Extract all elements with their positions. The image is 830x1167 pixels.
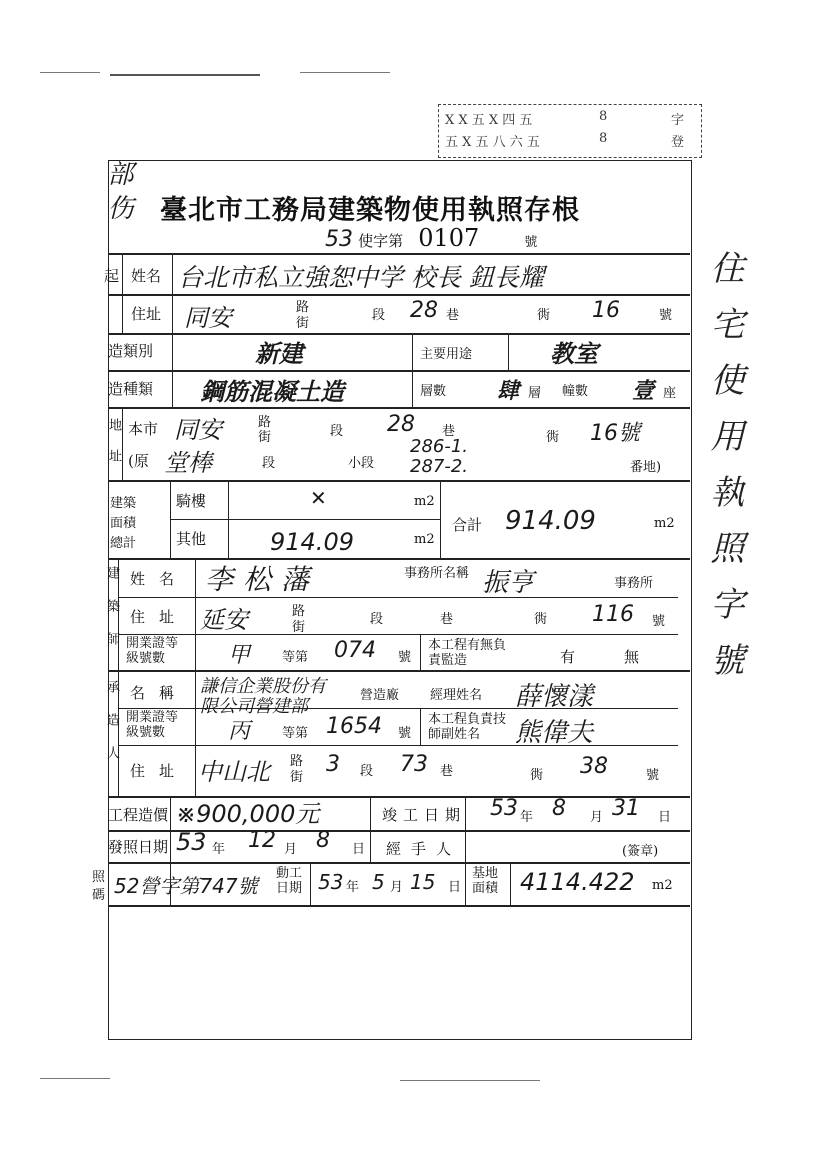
year-label: 年	[346, 880, 360, 895]
lot-label: 番地)	[630, 460, 662, 475]
number-label: 號	[398, 650, 412, 665]
owner-number: 16	[592, 298, 620, 323]
manager-name: 薛懷漾	[515, 682, 594, 712]
section-label: 段	[372, 308, 386, 323]
site-side-label: 地址	[106, 418, 121, 480]
builder-section: 3	[326, 752, 340, 777]
area-unit: m2	[654, 516, 675, 531]
original-label: (原	[128, 452, 149, 470]
main-use-label: 主要用途	[420, 347, 473, 362]
number-label: 號	[652, 614, 666, 629]
lane-label: 巷	[446, 308, 460, 323]
lot-number-2: 287-2.	[410, 456, 469, 477]
owner-lane: 28	[410, 298, 438, 323]
building-permit-number: 52營字第747號	[114, 874, 258, 898]
alley-label: 衖	[537, 308, 551, 323]
lane-label: 巷	[440, 612, 454, 627]
technician-label: 本工程負責技師副姓名	[428, 712, 507, 742]
architect-side-label: 建築師	[104, 566, 119, 665]
day-label: 日	[352, 842, 366, 857]
builder-lane: 73	[400, 752, 428, 777]
lane-label: 巷	[440, 764, 454, 779]
arcade-area: ✕	[310, 486, 327, 510]
alley-label: 衖	[530, 768, 544, 783]
manager-label: 經理姓名	[430, 688, 483, 703]
builder-suffix: 營造廠	[360, 688, 400, 703]
permit-number	[325, 224, 537, 252]
section-label: 段	[262, 456, 276, 471]
year-label: 年	[520, 810, 534, 825]
street-label: 街	[292, 620, 306, 635]
permit-label: 碼	[92, 888, 106, 903]
number-label: 號	[398, 726, 412, 741]
day-label: 日	[658, 810, 672, 825]
stamp-line-1: Ⅹ Ⅹ 五 Ⅹ 四 五	[445, 113, 533, 128]
total-area-label: 合計	[452, 516, 483, 534]
alley-label: 衖	[546, 430, 560, 445]
road-label: 路	[292, 604, 306, 619]
handler-label: 經手人	[386, 840, 462, 858]
scan-noise	[110, 74, 260, 76]
office-suffix: 事務所	[614, 576, 654, 591]
day-label: 日	[448, 880, 462, 895]
stamp-line-2: 五 Ⅹ 五 八 六 五	[445, 135, 540, 150]
permit-label: 照	[92, 870, 106, 885]
owner-name: 台北市私立強恕中学 校長 鈕長耀	[178, 263, 544, 292]
builder-side-label: 承造人	[104, 680, 119, 779]
start-date-label: 動工日期	[276, 866, 303, 896]
architect-number: 116	[592, 602, 634, 627]
arcade-label: 騎樓	[176, 492, 207, 510]
area-unit: m2	[652, 878, 673, 893]
architect-name: 李松藩	[205, 563, 320, 596]
builder-name-line-1: 謙信企業股份有	[200, 676, 326, 697]
builder-name-line-2: 限公司營建部	[200, 696, 308, 717]
total-area: 914.09	[505, 506, 596, 536]
construction-type-label: 造類別	[108, 342, 154, 360]
road-label: 路	[258, 415, 272, 430]
floors-label: 層數	[420, 384, 447, 399]
lot-number-1: 286-1.	[410, 436, 469, 457]
architect-address: 延安	[200, 606, 248, 634]
architect-name-label: 姓名	[130, 570, 189, 588]
owner-name-label: 姓名	[131, 267, 162, 285]
issue-date-label: 發照日期	[108, 838, 169, 856]
area-unit: m2	[414, 494, 435, 509]
scan-noise	[40, 1078, 110, 1079]
original-area: 堂棒	[164, 449, 212, 477]
start-month: 5	[372, 870, 385, 894]
section-label: 段	[360, 764, 374, 779]
area-side-label: 總計	[110, 536, 137, 551]
cost-label: 工程造價	[108, 806, 169, 824]
margin-note-left: 部 伤	[103, 160, 133, 221]
street-label: 街	[290, 770, 304, 785]
office-name-label: 事務所名稱	[404, 566, 470, 581]
builder-address-label: 住址	[130, 762, 189, 780]
architect-grade: 甲	[228, 643, 251, 668]
site-city: 本市	[128, 420, 159, 438]
lane-label: 巷	[442, 424, 456, 439]
section-label: 段	[330, 424, 344, 439]
number-value: 0107	[418, 224, 480, 252]
structure-type-label: 造種類	[108, 380, 154, 398]
stamp-mark: 字	[671, 113, 685, 128]
license-label: 開業證等級號數	[126, 636, 179, 666]
floors-unit: 層	[528, 386, 542, 401]
stamp-mark: 登	[671, 135, 685, 150]
alley-label: 衖	[534, 612, 548, 627]
completion-date-label: 竣工日期	[382, 806, 467, 824]
supervision-yes: 有	[560, 648, 576, 666]
construction-cost: ※900,000元	[176, 800, 320, 828]
number-label: 號	[646, 768, 660, 783]
stamp-mark: 8	[599, 109, 608, 124]
subsection-label: 小段	[348, 456, 375, 471]
registration-stamp	[438, 104, 702, 158]
issue-year: 53	[176, 828, 207, 856]
completion-year: 53	[490, 796, 518, 821]
completion-month: 8	[552, 796, 566, 821]
architect-address-label: 住址	[130, 608, 189, 626]
road-label: 路	[290, 754, 304, 769]
scan-noise	[300, 72, 390, 73]
buildings-label: 幢數	[562, 384, 589, 399]
form-title: 臺北市工務局建築物使用執照存根	[160, 195, 580, 226]
site-area: 4114.422	[520, 868, 635, 896]
builder-license-number: 1654	[326, 714, 382, 739]
month-label: 月	[590, 810, 604, 825]
month-label: 月	[284, 842, 298, 857]
builder-license-label: 開業證等級號數	[126, 710, 179, 740]
section-label: 段	[370, 612, 384, 627]
start-year: 53	[318, 870, 344, 894]
technician-name: 熊偉夫	[515, 718, 594, 748]
buildings: 壹	[632, 379, 655, 404]
structure-type: 鋼筋混凝土造	[200, 378, 344, 406]
month-label: 月	[390, 880, 404, 895]
owner-address-area: 同安	[184, 304, 232, 332]
number-suffix: 號	[524, 235, 538, 250]
builder-name-label: 名稱	[130, 684, 189, 702]
other-area: 914.09	[270, 528, 354, 556]
number-label: 號	[659, 308, 673, 323]
issue-month: 12	[248, 828, 276, 853]
supervision-label: 本工程有無負責監造	[428, 638, 507, 668]
builder-address: 中山北	[198, 758, 270, 786]
builder-grade: 丙	[228, 719, 251, 744]
road-label: 路	[296, 300, 310, 315]
number-prefix: 53	[325, 227, 353, 252]
other-area-label: 其他	[176, 530, 207, 548]
scan-noise	[40, 72, 100, 73]
grade-label: 等第	[282, 726, 309, 741]
floors: 肆	[497, 379, 520, 404]
site-number: 16號	[590, 421, 640, 446]
signature-label: (簽章)	[622, 844, 659, 859]
buildings-unit: 座	[663, 386, 677, 401]
area-side-label: 面積	[110, 516, 137, 531]
scan-noise	[400, 1080, 540, 1081]
area-unit: m2	[414, 532, 435, 547]
construction-type: 新建	[255, 340, 303, 368]
grade-label: 等第	[282, 650, 309, 665]
area-side-label: 建築	[110, 496, 137, 511]
completion-day: 31	[612, 796, 640, 821]
street-label: 街	[258, 430, 272, 445]
owner-side-label: 起	[104, 267, 120, 285]
main-use: 教室	[550, 340, 598, 368]
architect-office: 振亨	[482, 568, 535, 598]
site-area-label: 基地面積	[472, 866, 499, 896]
builder-number: 38	[580, 754, 608, 779]
architect-license-number: 074	[334, 638, 376, 663]
start-day: 15	[410, 870, 436, 894]
number-label: 使字第	[358, 232, 404, 250]
margin-note-right: 住宅使用執照字號	[704, 250, 744, 698]
site-area: 同安	[174, 416, 222, 444]
site-lane: 28	[387, 412, 415, 437]
owner-address-label: 住址	[131, 305, 162, 323]
supervision-no: 無	[624, 648, 640, 666]
stamp-mark: 8	[599, 131, 608, 146]
year-label: 年	[212, 842, 226, 857]
street-label: 街	[296, 316, 310, 331]
issue-day: 8	[316, 828, 330, 853]
